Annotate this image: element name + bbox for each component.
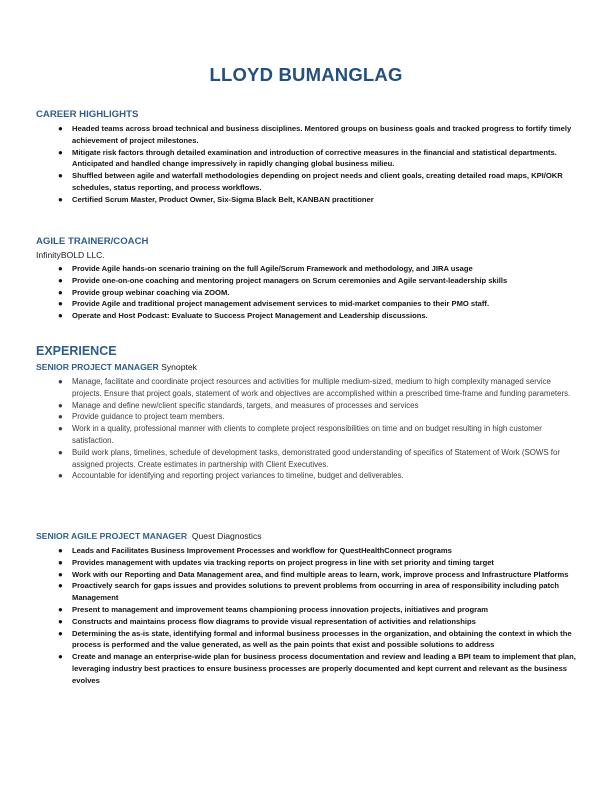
agile-trainer-heading: AGILE TRAINER/COACH [36, 236, 149, 247]
list-item: ● Provide group webinar coaching via ZOOM. [58, 287, 230, 297]
list-item: ● Provide one-on-one coaching and mentoring project managers on Scrum ceremonies and Agile servant-leadership skills [58, 275, 508, 285]
list-item: ● Present to management and improvement teams championing process innovation projects, initiatives and program [58, 604, 489, 614]
career-highlights-list [58, 123, 576, 206]
list-item: ● Headed teams across broad technical and business disciplines. Mentored groups on business goals and tracked progress to fortify timely achievement of project milestones. [58, 124, 572, 145]
list-item: ● Operate and Host Podcast: Evaluate to Success Project Management and Leadership discussions. [58, 311, 428, 321]
bullet-icon: ● [58, 171, 63, 181]
bullet-icon: ● [58, 377, 63, 386]
bullet-icon: ● [58, 275, 63, 285]
trainer-company: InfinityBOLD LLC. [36, 250, 105, 260]
bullet-icon: ● [58, 581, 63, 591]
list-item: ● Provides management with updates via tracking reports on project progress in line with set priority and timing target [58, 557, 494, 567]
list-item: ● Certified Scrum Master, Product Owner, Six-Sigma Black Belt, KANBAN practitioner [58, 194, 374, 204]
bullet-icon: ● [58, 287, 63, 297]
list-item: ● Mitigate risk factors through detailed examination and introduction of corrective measures in the financial and statistical departments. Anticipated and handled change impressively in rapidly changing global business milieu. [58, 147, 557, 169]
job1-title: SENIOR PROJECT MANAGER [36, 362, 159, 372]
experience-heading: EXPERIENCE [36, 344, 117, 358]
list-item: ● Create and manage an enterprise-wide plan for business process documentation and review and leading a BPI team to implement that plan, leveraging industry best practices to ensure business processes are properly documented and kept current and relevant as the business evolves [58, 652, 576, 685]
bullet-icon: ● [58, 424, 63, 434]
list-item: ● Build work plans, timelines, schedule of development tasks, demonstrated good understanding of specifics of Statement of Work (SOWS for assigned projects. Create estimates in partnership with Client Executives. [58, 447, 561, 469]
bullet-icon: ● [58, 147, 63, 157]
list-item: ● Provide Agile hands-on scenario training on the full Agile/Scrum Framework and methodology, and JIRA usage [58, 264, 473, 273]
bullet-icon: ● [58, 264, 63, 273]
list-item: ● Accountable for identifying and reporting project variances to timeline, budget and deliverables. [58, 471, 404, 481]
job2-list [58, 545, 576, 687]
list-item: ● Shuffled between agile and waterfall methodologies depending on project needs and client goals, creating detailed road maps, KPI/OKR schedules, status reporting, and process workflows. [58, 171, 563, 192]
bullet-icon: ● [58, 471, 63, 481]
bullet-icon: ● [58, 652, 63, 662]
bullet-icon: ● [58, 412, 63, 422]
list-item: ● Work in a quality, professional manner with clients to complete project responsibilities on time and on budget resulting in high customer satisfaction. [58, 424, 542, 445]
job1-company: Synoptek [161, 362, 197, 372]
list-item: ● Leads and Facilitates Business Improvement Processes and workflow for QuestHealthConnect programs [58, 546, 452, 555]
bullet-icon: ● [58, 194, 63, 204]
list-item: ● Manage and define new/client specific standards, targets, and measures of processes and services [58, 400, 419, 410]
list-item: ● Provide guidance to project team members. [58, 412, 225, 422]
list-item: ● Manage, facilitate and coordinate project resources and activities for multiple medium-sized, medium to high complexity managed service projects. Ensure that project goals, statement of work and objectives are accomplished within a prescribed time-frame and funding parameters. [58, 377, 571, 398]
bullet-icon: ● [58, 604, 63, 614]
bullet-icon: ● [58, 628, 63, 638]
bullet-icon: ● [58, 311, 63, 321]
list-item: ● Proactively search for gaps issues and provides solutions to prevent problems from occurring in area of responsibility including patch Management [58, 581, 559, 603]
list-item: ● Constructs and maintains process flow diagrams to provide visual representation of activities and relationships [58, 616, 476, 626]
bullet-icon: ● [58, 569, 63, 579]
job1-header [36, 362, 197, 372]
job2-company: Quest Diagnostics [191, 531, 262, 541]
bullet-icon: ● [58, 124, 63, 133]
job2-title: SENIOR AGILE PROJECT MANAGER [36, 531, 188, 541]
bullet-icon: ● [58, 557, 63, 567]
bullet-icon: ● [58, 299, 63, 309]
bullet-icon: ● [58, 616, 63, 626]
list-item: ● Work with our Reporting and Data Management area, and find multiple areas to learn, work, improve process and Infrastructure Platforms [58, 569, 569, 579]
list-item: ● Provide Agile and traditional project management advisement services to mid-market companies to their PMO staff. [58, 299, 490, 309]
job2-header [36, 531, 262, 541]
bullet-icon: ● [58, 400, 63, 410]
career-highlights-heading: CAREER HIGHLIGHTS [36, 109, 139, 120]
list-item: ● Determining the as-is state, identifying formal and informal business processes in the organization, and obtaining the context in which the process is performed and the value generated, as well as the pain points that exist and possible solutions to address [58, 628, 572, 650]
resume-name: LLOYD BUMANGLAG [209, 64, 403, 85]
bullet-icon: ● [58, 546, 63, 555]
job1-list [58, 376, 576, 482]
bullet-icon: ● [58, 447, 63, 457]
trainer-list [58, 263, 576, 322]
